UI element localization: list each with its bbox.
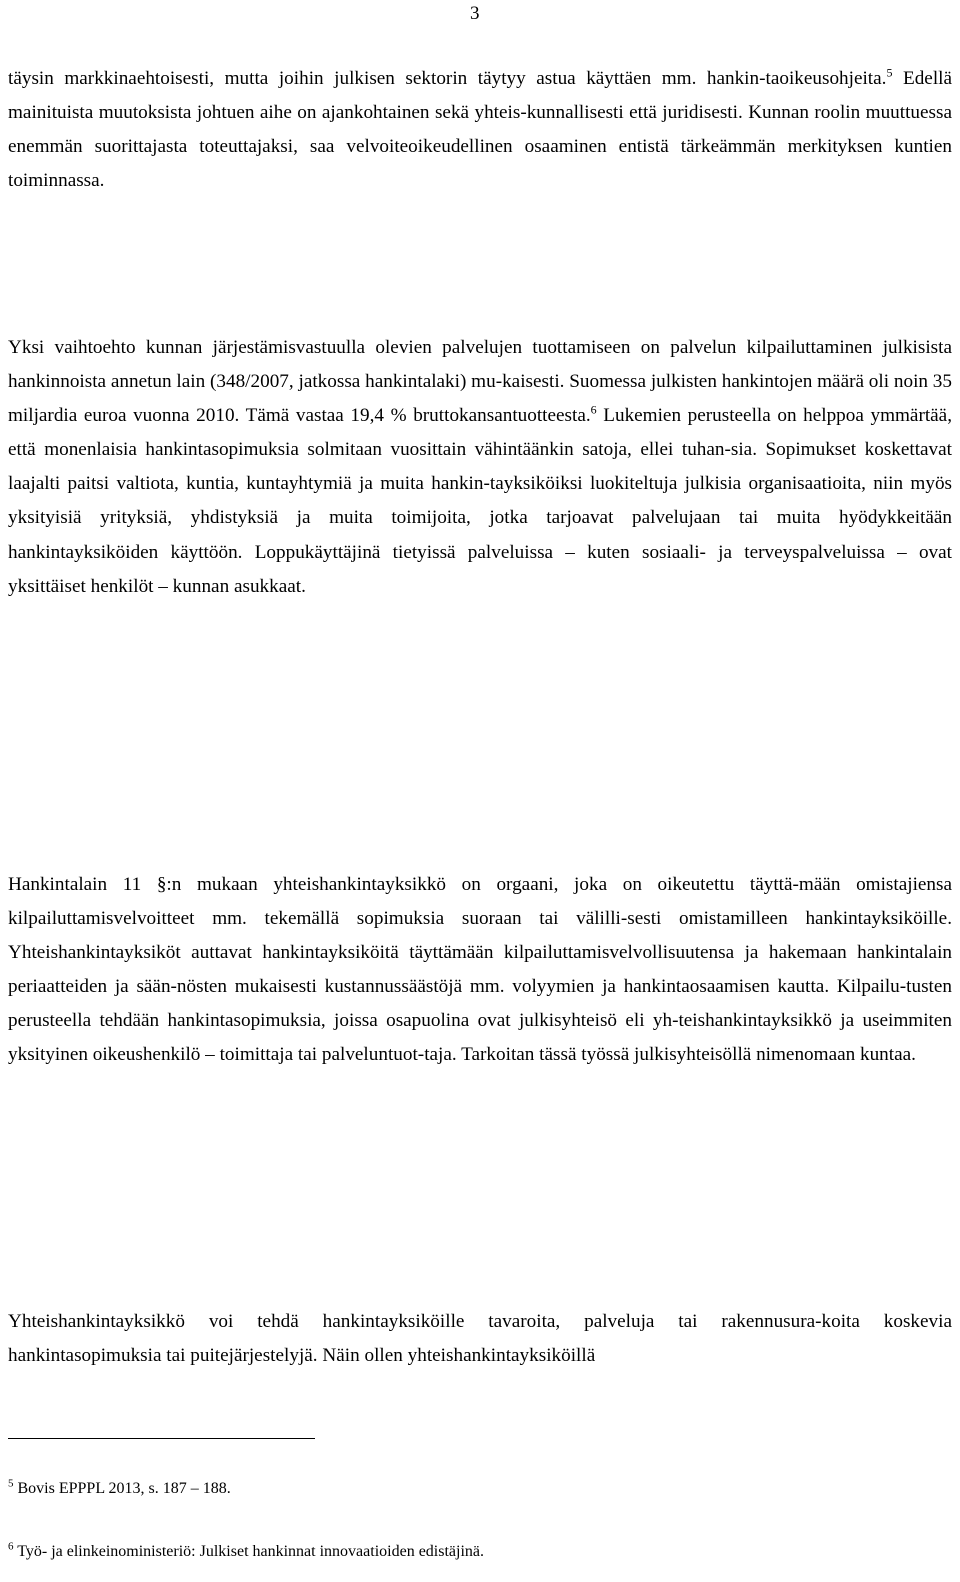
- paragraph-2-text-b: Lukemien perusteella on helppoa ymmärtää, että monenlaisia hankintasopimuksia solmitaan vuosittain vähintäänkin satoja, ellei tuhan-sia. Sopimukset koskettavat laajalti paitsi valtiota, kuntia, kuntayhtymiä ja muita hankin-tayksiköiksi luokiteltuja julkisia organisaatioita, niin myös yksityisiä yrityksiä, yhdistyksiä ja muita toimijoita, jotka tarjoavat palvelujaan tai muita hyödykkeitään hankintayksiköiden käyttöön. Loppukäyttäjinä tietyissä palveluissa – kuten sosiaali- ja terveyspalveluissa – ovat yksittäiset henkilöt – kunnan asukkaat.: [8, 405, 952, 597]
- footnote-6-mark: 6: [8, 1540, 14, 1553]
- paragraph-1-text-a: täysin markkinaehtoisesti, mutta joihin julkisen sektorin täytyy astua käyttäen mm. hankin-taoikeusohjeita.: [8, 68, 887, 89]
- body-paragraph-1: [8, 62, 952, 198]
- footnote-6-text: Työ- ja elinkeinoministeriö: Julkiset hankinnat innovaatioiden edistäjinä.: [17, 1543, 484, 1560]
- paragraph-1-text-b: Edellä mainituista muutoksista johtuen aihe on ajankohtainen sekä yhteis-kunnallisesti että juridisesti. Kunnan roolin muuttuessa enemmän suorittajasta toteuttajaksi, saa velvoiteoikeudellinen osaaminen entistä tärkeämmän merkityksen kuntien toiminnassa.: [8, 68, 952, 192]
- footnote-ref-6[interactable]: 6: [590, 402, 597, 417]
- page-number: 3: [470, 3, 480, 24]
- paragraph-2-text-a: Yksi vaihtoehto kunnan järjestämisvastuulla olevien palvelujen tuottamiseen on palvelun kilpailuttaminen julkisista hankinnoista annetun lain (348/2007, jatkossa hankintalaki) mu-kaisesti. Suomessa julkisten hankintojen määrä oli noin 35 miljardia euroa vuonna 2010. Tämä vastaa 19,4 % bruttokansantuotteesta.: [8, 337, 952, 427]
- footnote-divider: [8, 1438, 315, 1439]
- body-paragraph-4: Yhteishankintayksikkö voi tehdä hankintayksiköille tavaroita, palveluja tai rakennusura-koita koskevia hankintasopimuksia tai puitejärjestelyjä. Näin ollen yhteishankintayksiköillä: [8, 1311, 952, 1367]
- footnote-5: [8, 1478, 231, 1500]
- body-paragraph-2: [8, 331, 952, 604]
- footnote-5-mark: 5: [8, 1477, 14, 1490]
- footnote-6: [8, 1541, 484, 1563]
- footnote-ref-5[interactable]: 5: [886, 65, 893, 80]
- body-paragraph-3: Hankintalain 11 §:n mukaan yhteishankintayksikkö on orgaani, joka on oikeutettu täyttä-mään omistajiensa kilpailuttamisvelvoitteet mm. tekemällä sopimuksia suoraan tai välilli-sesti omistamilleen hankintayksiköille. Yhteishankintayksiköt auttavat hankintayksiköitä täyttämään kilpailuttamisvelvollisuutensa ja hakemaan hankintalain periaatteiden ja sään-nösten mukaisesti kustannussäästöjä mm. volyymien ja hankintaosaamisen kautta. Kilpailu-tusten perusteella tehdään hankintasopimuksia, joissa osapuolina ovat julkisyhteisö eli yh-teishankintayksikkö ja useimmiten yksityinen oikeushenkilö – toimittaja tai palveluntuot-taja. Tarkoitan tässä työssä julkisyhteisöllä nimenomaan kuntaa.: [8, 874, 952, 1066]
- footnote-5-text: Bovis EPPPL 2013, s. 187 – 188.: [17, 1480, 231, 1497]
